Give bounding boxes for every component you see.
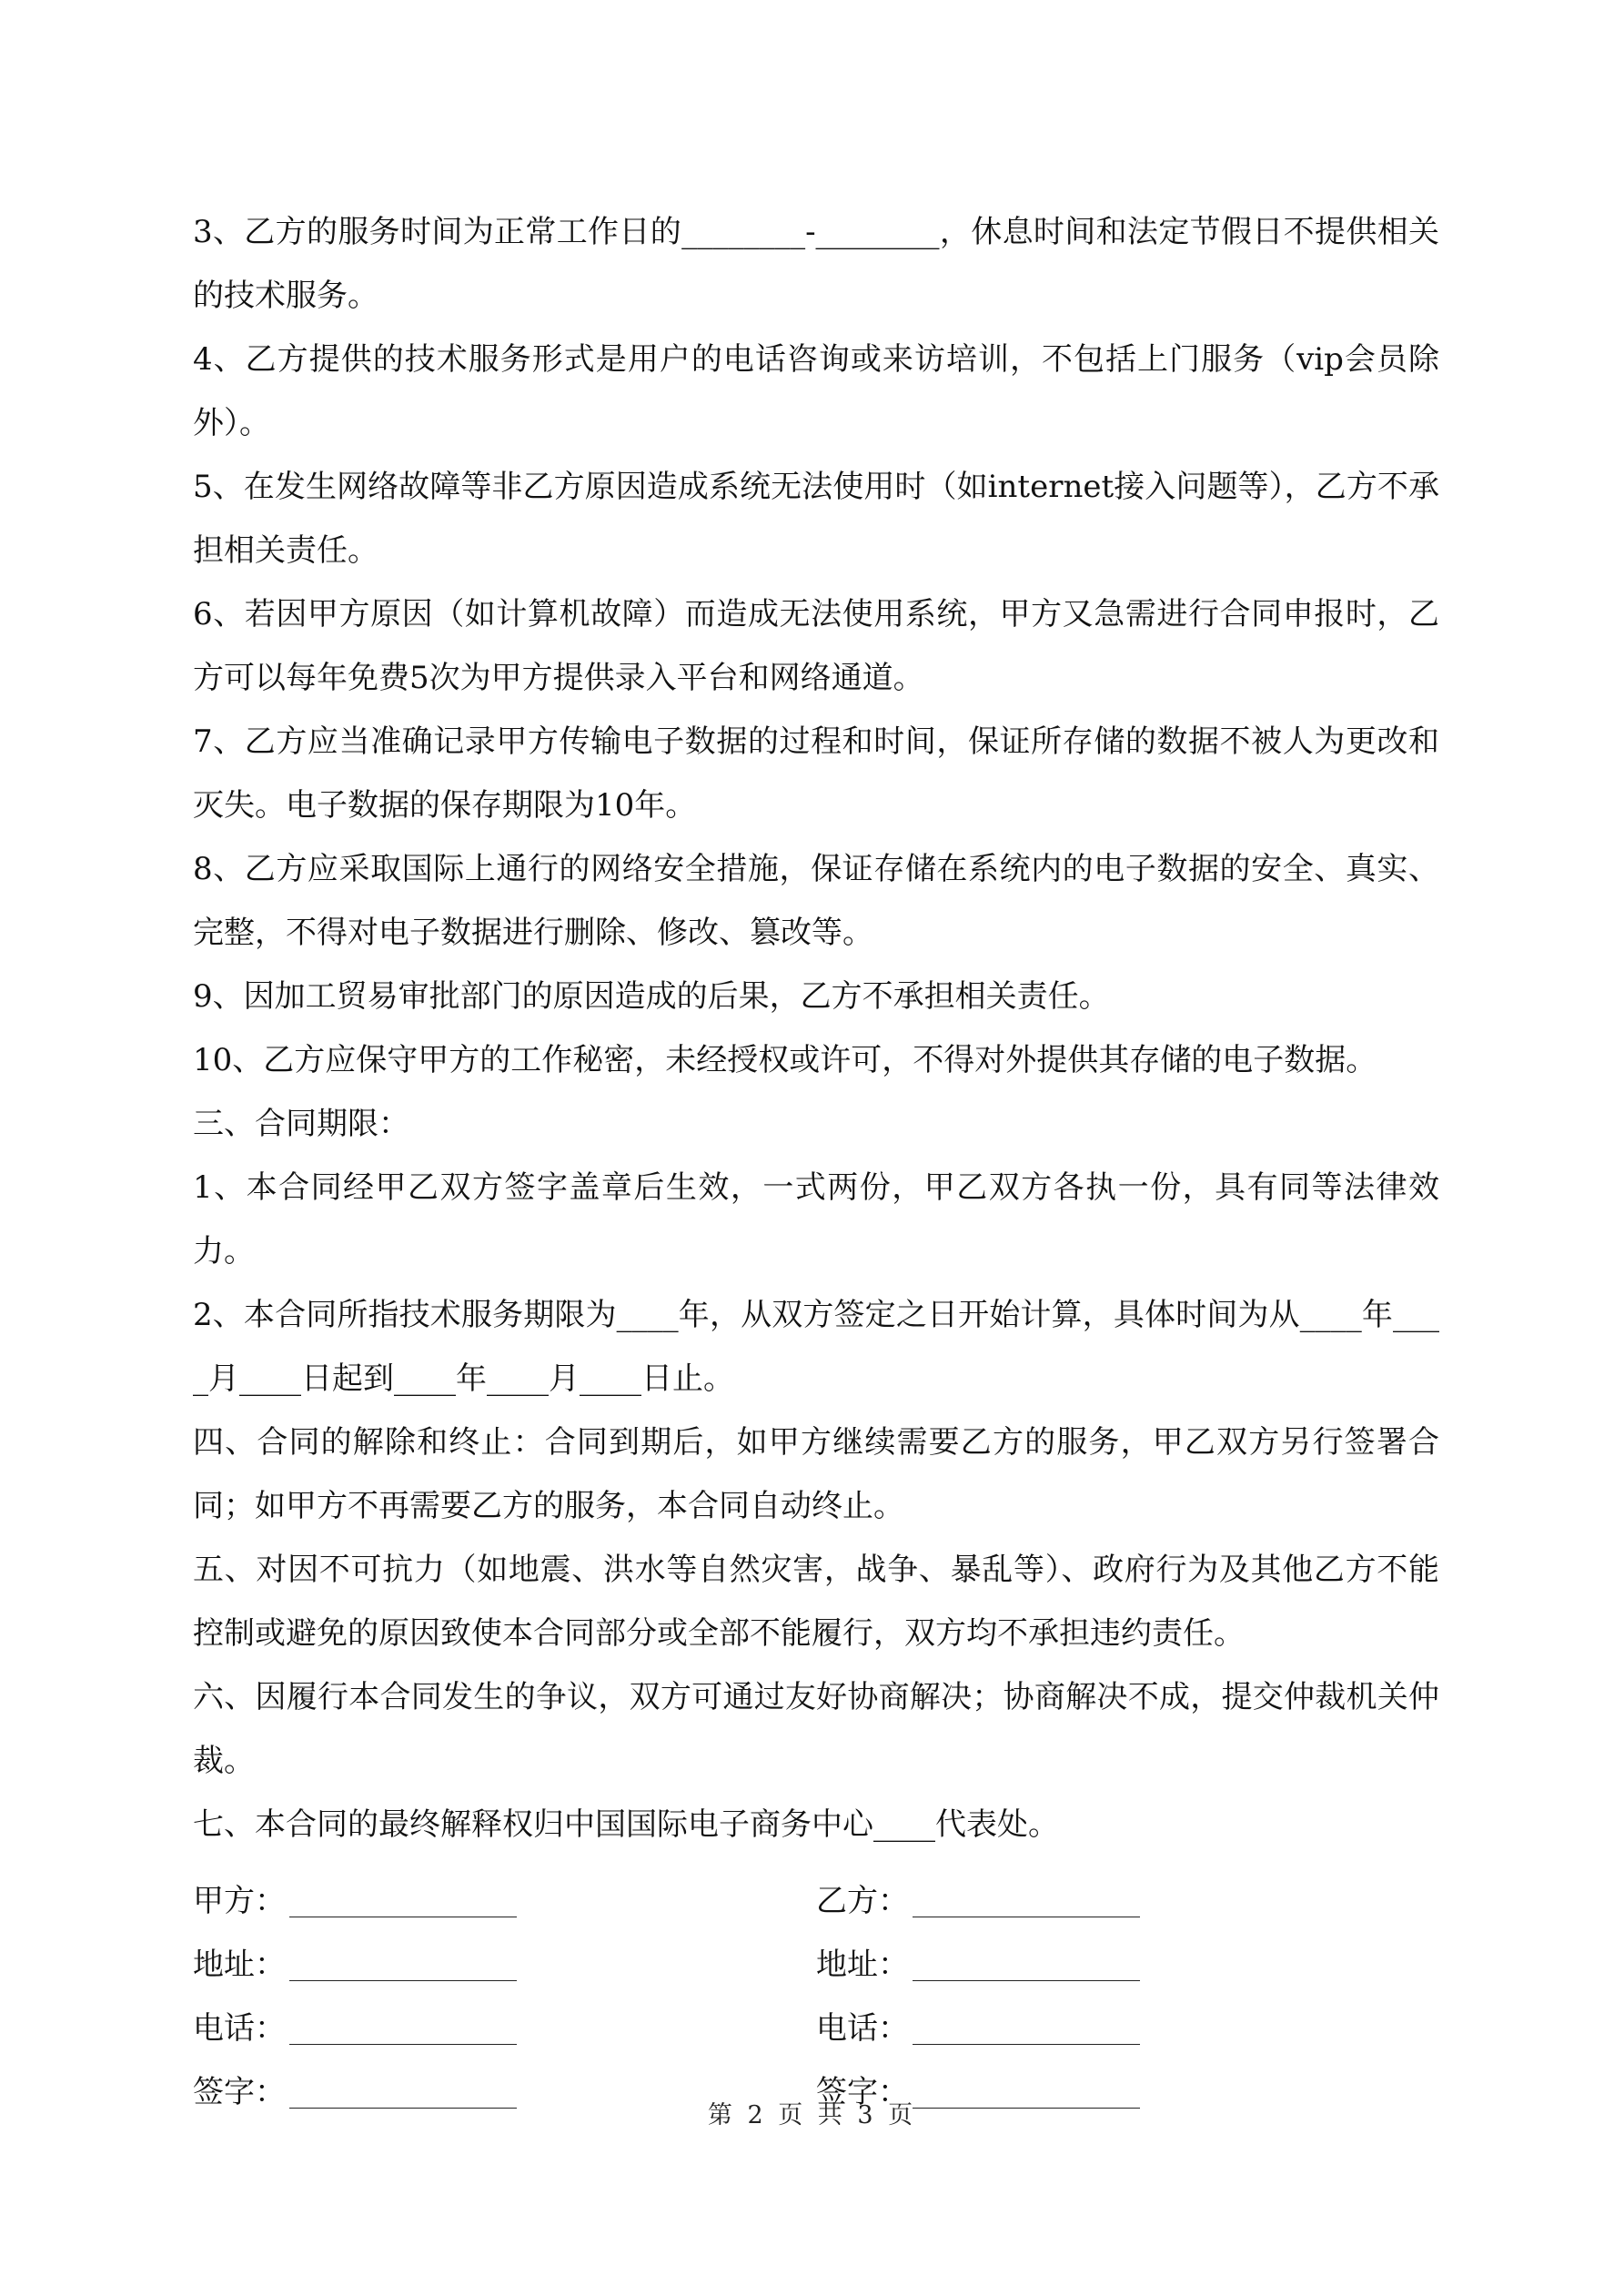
party-b-blank [913,1886,1140,1917]
clause-3-service-time: 3、乙方的服务时间为正常工作日的________-________，休息时间和法定节假日不提供相关的技术服务。 [193,214,1439,314]
party-a-phone-label: 电话： [193,2009,286,2047]
party-a-address-blank [289,1949,517,1981]
party-b-phone-label: 电话： [816,2009,909,2047]
party-b-phone-cell [816,2003,1439,2048]
contract-body [193,200,1439,1856]
clause-9-approval-department: 9、因加工贸易审批部门的原因造成的后果，乙方不承担相关责任。 [193,978,1110,1015]
party-a-blank [289,1886,517,1917]
signature-row-address [193,1929,1439,1993]
section-6-dispute: 六、因履行本合同发生的争议，双方可通过友好协商解决；协商解决不成，提交仲裁机关仲裁。 [193,1679,1439,1779]
party-b-cell [816,1876,1439,1920]
party-a-address-cell [193,1939,816,1984]
clause-7-data-record: 7、乙方应当准确记录甲方传输电子数据的过程和时间，保证所存储的数据不被人为更改和灭失。电子数据的保存期限为10年。 [193,723,1439,824]
party-b-address-blank [913,1949,1140,1981]
party-b-label: 乙方： [816,1882,909,1919]
signature-block [193,1866,1439,2120]
clause-5-network-failure: 5、在发生网络故障等非乙方原因造成系统无法使用时（如internet接入问题等），乙方不承担相关责任。 [193,469,1439,569]
party-a-phone-blank [289,2013,517,2045]
signature-row-party [193,1866,1439,1929]
party-b-phone-blank [913,2013,1140,2045]
section-3-heading: 三、合同期限： [193,1106,409,1142]
section-7-interpretation: 七、本合同的最终解释权归中国国际电子商务中心____代表处。 [193,1806,1059,1843]
clause-4-service-form: 4、乙方提供的技术服务形式是用户的电话咨询或来访培训，不包括上门服务（vip会员除外）。 [193,341,1439,441]
party-a-cell [193,1876,816,1920]
party-a-address-label: 地址： [193,1946,286,1983]
term-clause-2: 2、本合同所指技术服务期限为____年，从双方签定之日开始计算，具体时间为从____年____月____日起到____年____月____日止。 [193,1297,1439,1397]
section-4-termination: 四、合同的解除和终止：合同到期后，如甲方继续需要乙方的服务，甲乙双方另行签署合同；如甲方不再需要乙方的服务，本合同自动终止。 [193,1424,1439,1524]
section-5-force-majeure: 五、对因不可抗力（如地震、洪水等自然灾害，战争、暴乱等）、政府行为及其他乙方不能控制或避免的原因致使本合同部分或全部不能履行，双方均不承担违约责任。 [193,1552,1439,1652]
page-number-footer: 第 2 页 共 3 页 [707,2101,917,2129]
clause-10-confidentiality: 10、乙方应保守甲方的工作秘密，未经授权或许可，不得对外提供其存储的电子数据。 [193,1042,1377,1078]
party-a-sign-label: 签字： [193,2073,286,2110]
signature-row-phone [193,1993,1439,2057]
clause-8-network-security: 8、乙方应采取国际上通行的网络安全措施，保证存储在系统内的电子数据的安全、真实、完整，不得对电子数据进行删除、修改、篡改等。 [193,851,1439,951]
party-b-address-cell [816,1939,1439,1984]
party-b-address-label: 地址： [816,1946,909,1983]
clause-6-party-a-failure: 6、若因甲方原因（如计算机故障）而造成无法使用系统，甲方又急需进行合同申报时，乙方可以每年免费5次为甲方提供录入平台和网络通道。 [193,596,1439,696]
party-b-sign-label: 签字： [816,2073,909,2110]
party-a-label: 甲方： [193,1882,286,1919]
term-clause-1: 1、本合同经甲乙双方签字盖章后生效，一式两份，甲乙双方各执一份，具有同等法律效力。 [193,1169,1439,1269]
party-a-phone-cell [193,2003,816,2048]
